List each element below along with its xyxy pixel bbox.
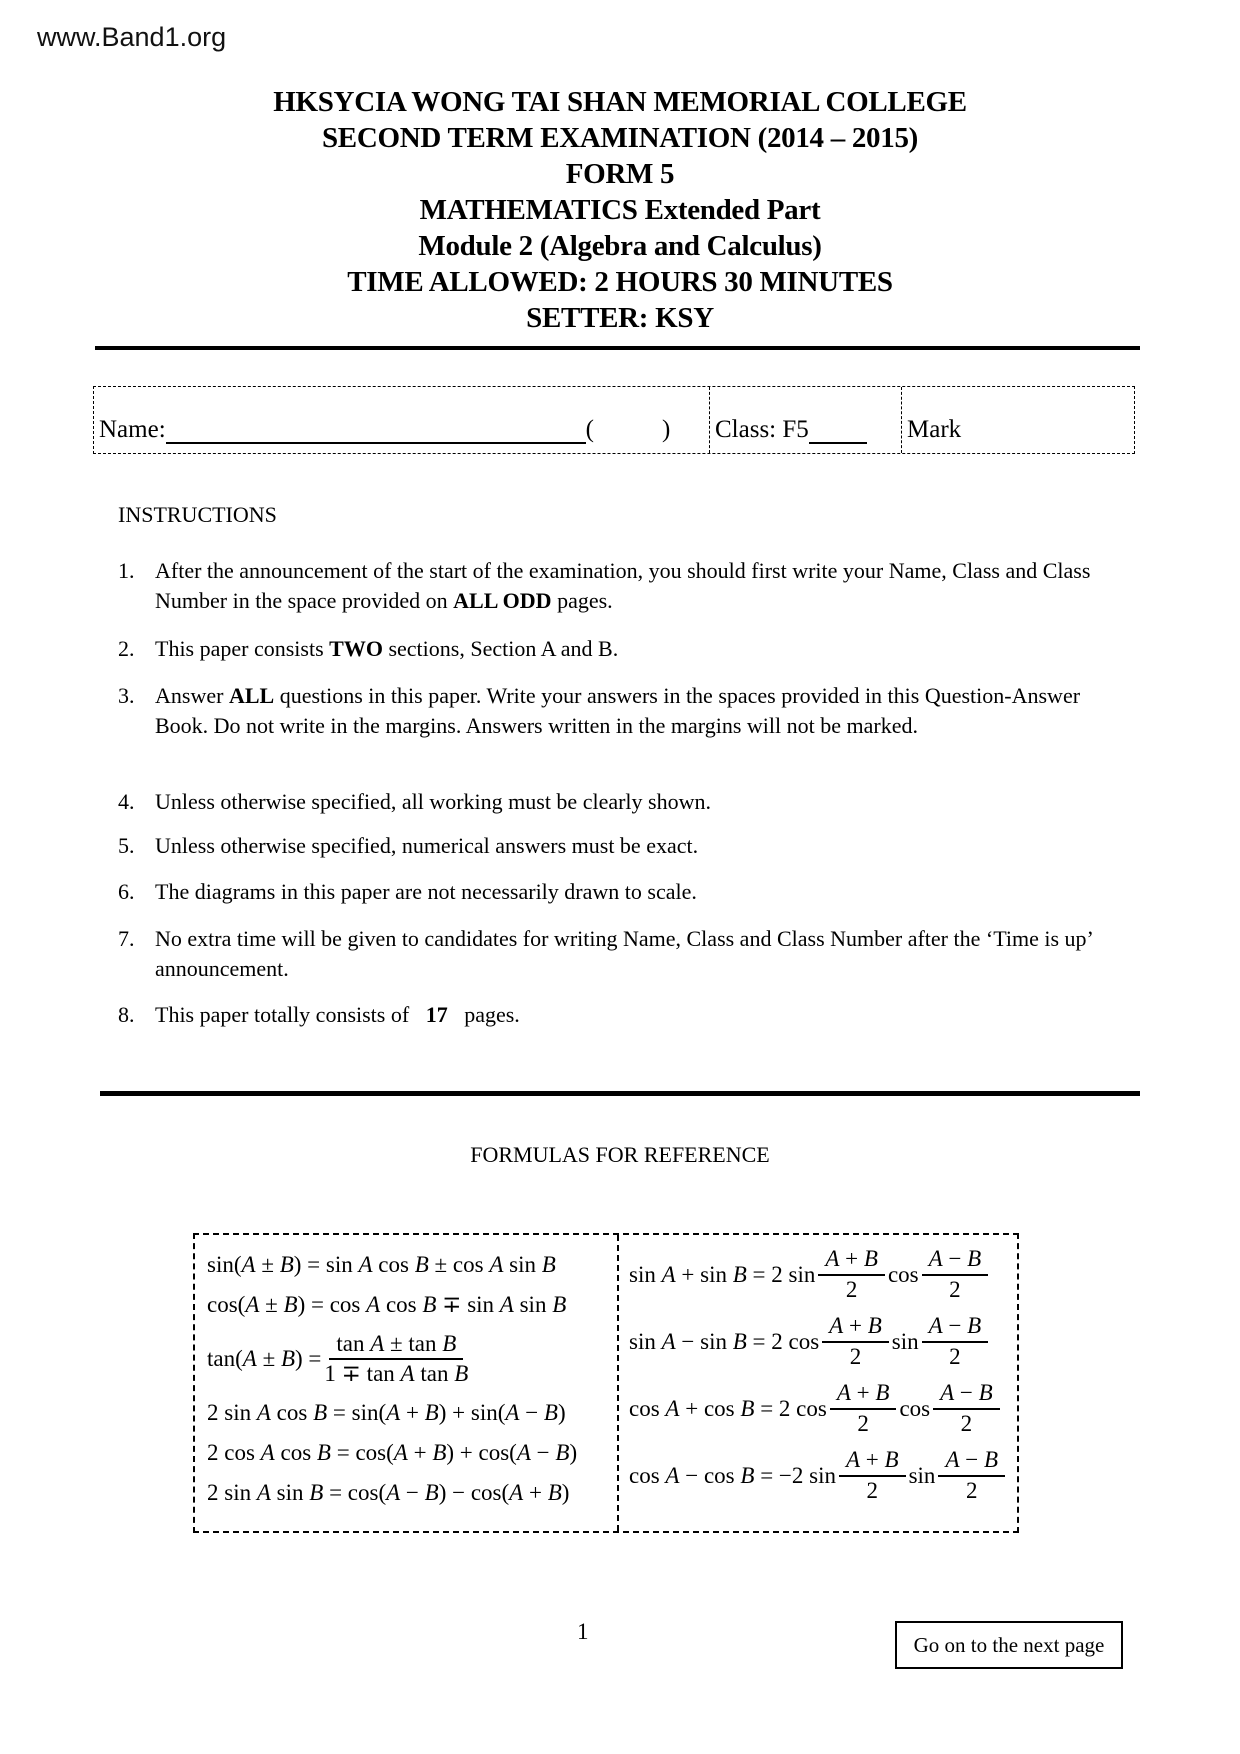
formula: 2 sin A sin B = cos(A − B) − cos(A + B) <box>207 1480 570 1505</box>
next-page-box <box>895 1621 1123 1669</box>
formula: 2 cos A cos B = cos(A + B) + cos(A − B) <box>207 1440 578 1465</box>
fraction: $\frac{A - B}{2}$ <box>922 1246 989 1303</box>
formula: sin(A ± B) = sin A cos B ± cos A sin B <box>207 1252 556 1277</box>
instruction-text: After the announcement of the start of the examination, you should first write your Name, Class and Class Number in the space provided on ALL ODD pages. <box>155 558 1096 613</box>
instructions-heading: INSTRUCTIONS <box>118 502 277 527</box>
fraction: $\frac{A + B}{2}$ <box>822 1313 889 1370</box>
instruction-item <box>118 877 1124 907</box>
instruction-number: 1. <box>118 558 135 583</box>
instruction-text: This paper totally consists of 17 pages. <box>155 1002 520 1027</box>
instruction-number: 3. <box>118 683 135 708</box>
name-label: Name: <box>99 416 166 443</box>
next-page-label: Go on to the next page <box>913 1632 1105 1657</box>
watermark-url: www.Band1.org <box>37 22 227 52</box>
instruction-text: This paper consists TWO sections, Section A and B. <box>155 636 619 661</box>
formula: 2 sin A cos B = sin(A + B) + sin(A − B) <box>207 1400 566 1425</box>
formula: sin A − sin B = 2 cos $\frac{A + B}{2}$ sin $\frac{A - B}{2}$ <box>629 1308 1017 1375</box>
formula: cos A − cos B = −2 sin $\frac{A + B}{2}$ sin $\frac{A - B}{2}$ <box>629 1442 1017 1509</box>
title-block <box>0 84 1240 336</box>
fraction: $\frac{A + B}{2}$ <box>830 1380 897 1437</box>
instruction-text: Unless otherwise specified, numerical answers must be exact. <box>155 833 699 858</box>
instruction-number: 7. <box>118 926 135 951</box>
instruction-item <box>118 1000 1124 1030</box>
exam-title: SECOND TERM EXAMINATION (2014 – 2015) <box>321 122 919 154</box>
formula: cos(A ± B) = cos A cos B ∓ sin A sin B <box>207 1292 567 1317</box>
formula: sin A + sin B = 2 sin $\frac{A + B}{2}$ cos $\frac{A - B}{2}$ <box>629 1241 1017 1308</box>
formula: cos A + cos B = 2 cos $\frac{A + B}{2}$ cos $\frac{A - B}{2}$ <box>629 1375 1017 1442</box>
instruction-number: 4. <box>118 789 135 814</box>
name-write-line <box>166 417 586 444</box>
class-label: Class: F5 <box>715 416 809 443</box>
fraction: $\frac{A - B}{2}$ <box>938 1447 1005 1504</box>
class-cell <box>709 387 901 453</box>
mark-label: Mark <box>907 416 962 443</box>
class-write-line <box>809 417 867 444</box>
fraction: $\frac{A + B}{2}$ <box>839 1447 906 1504</box>
formula-reference-box <box>193 1233 1019 1533</box>
instruction-item <box>118 634 1124 664</box>
instruction-number: 8. <box>118 1002 135 1027</box>
class-number-paren-close: ) <box>661 416 671 443</box>
form-level: FORM 5 <box>565 158 675 190</box>
subject-title: MATHEMATICS Extended Part <box>419 194 821 226</box>
instruction-text: The diagrams in this paper are not necessarily drawn to scale. <box>155 879 697 904</box>
formula-column-left <box>195 1235 617 1531</box>
instruction-item <box>118 831 1124 861</box>
page-number: 1 <box>577 1619 589 1644</box>
formula: tan(A ± B) = $\frac{\text{tan A ± tan B}}{\text{1 ∓ tan A tan B}}$ <box>207 1330 469 1386</box>
candidate-info-table <box>93 386 1135 454</box>
instruction-number: 5. <box>118 833 135 858</box>
fraction: $\frac{A - B}{2}$ <box>922 1313 989 1370</box>
school-name: HKSYCIA WONG TAI SHAN MEMORIAL COLLEGE <box>273 86 967 118</box>
instruction-number: 2. <box>118 636 135 661</box>
instruction-text: Unless otherwise specified, all working must be clearly shown. <box>155 789 711 814</box>
instruction-number: 6. <box>118 879 135 904</box>
setter: SETTER: KSY <box>526 302 714 334</box>
formulas-heading: FORMULAS FOR REFERENCE <box>470 1142 770 1167</box>
mark-cell <box>901 387 1134 453</box>
class-number-paren-open: ( <box>585 416 594 443</box>
fraction: $\frac{A + B}{2}$ <box>818 1246 885 1303</box>
module-title: Module 2 (Algebra and Calculus) <box>418 230 822 262</box>
instruction-item <box>118 556 1124 616</box>
time-allowed: TIME ALLOWED: 2 HOURS 30 MINUTES <box>347 266 893 298</box>
instruction-item <box>118 787 1124 817</box>
instruction-item <box>118 681 1124 741</box>
formula-column-right <box>617 1235 1017 1531</box>
instruction-text: No extra time will be given to candidates for writing Name, Class and Class Number after the ‘Time is up’ announcement. <box>155 926 1098 981</box>
header-divider <box>95 346 1140 350</box>
fraction: $\frac{A - B}{2}$ <box>933 1380 1000 1437</box>
name-cell <box>94 387 709 453</box>
instruction-item <box>118 924 1124 984</box>
section-divider <box>100 1091 1140 1096</box>
instruction-text: Answer ALL questions in this paper. Write your answers in the spaces provided in this Question-Answer Book. Do not write in the margins. Answers written in the margins will not be marked. <box>155 683 1086 738</box>
fraction: $\frac{\text{tan A ± tan B}}{\text{1 ∓ tan A tan B}}$ <box>324 1330 469 1386</box>
